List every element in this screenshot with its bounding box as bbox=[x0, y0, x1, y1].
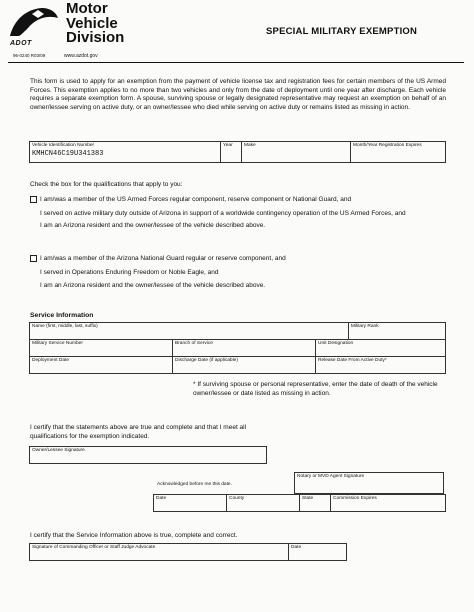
service-section-title: Service Information bbox=[30, 312, 94, 319]
discharge-date-label: Discharge Date (if applicable) bbox=[175, 358, 238, 363]
option-1-checkbox[interactable] bbox=[30, 196, 37, 203]
option-2-checkbox[interactable] bbox=[30, 255, 37, 262]
website-link[interactable]: www.azdot.gov bbox=[64, 53, 98, 59]
logo-line-division: Division bbox=[66, 29, 125, 46]
certification-statement: I certify that the statements above are true and complete and that I meet all qualifications for the exemption indicated. bbox=[30, 424, 247, 440]
officer-signature-label: Signature of Commanding Officer or Staff Judge Advocate bbox=[32, 545, 156, 550]
discharge-date-field[interactable] bbox=[173, 357, 316, 374]
option-1 bbox=[30, 196, 450, 231]
unit-label: Unit Designation bbox=[318, 341, 354, 346]
expires-label: Month/Year Registration Expires bbox=[353, 143, 422, 148]
make-field[interactable] bbox=[242, 142, 351, 163]
adot-logo-icon bbox=[8, 6, 60, 38]
service-certification-statement: I certify that the Service Information above is true, complete and correct. bbox=[30, 532, 238, 539]
notary-date-field[interactable] bbox=[154, 495, 227, 512]
officer-table bbox=[29, 543, 347, 561]
logo-line-vehicle: Vehicle bbox=[66, 14, 118, 32]
deployment-date-field[interactable] bbox=[30, 357, 173, 374]
option-2-line-1: I am/was a member of the Arizona National Guard regular or reserve component, and bbox=[40, 255, 286, 263]
vin-field[interactable] bbox=[30, 142, 221, 163]
name-field[interactable] bbox=[30, 323, 349, 340]
vin-label: Vehicle Identification Number bbox=[32, 143, 95, 148]
release-date-field[interactable] bbox=[316, 357, 446, 374]
name-label: Name (first, middle, last, suffix) bbox=[32, 324, 98, 329]
unit-field[interactable] bbox=[316, 340, 446, 357]
rank-field[interactable] bbox=[348, 323, 445, 340]
service-footnote: * If surviving spouse or personal representative, enter the date of death of the vehicle owner/lessee or date listed as missing in action. bbox=[193, 381, 438, 397]
notary-date-label: Date bbox=[156, 496, 167, 501]
form-title: SPECIAL MILITARY EXEMPTION bbox=[266, 26, 418, 37]
commission-label: Commission Expires bbox=[333, 496, 377, 501]
option-1-line-3: I am an Arizona resident and the owner/lessee of the vehicle described above. bbox=[40, 222, 266, 230]
expires-field[interactable] bbox=[351, 142, 446, 163]
state-label: State bbox=[302, 496, 314, 501]
notary-table bbox=[153, 494, 446, 512]
vehicle-table bbox=[29, 141, 446, 163]
option-2-line-2: I served in Operations Enduring Freedom or Noble Eagle, and bbox=[40, 268, 219, 276]
logo-line-motor: Motor bbox=[66, 0, 108, 17]
service-number-field[interactable] bbox=[30, 340, 173, 357]
notary-signature-field[interactable] bbox=[294, 472, 444, 494]
release-date-label: Release Date From Active Duty* bbox=[318, 358, 387, 363]
officer-signature-field[interactable] bbox=[30, 544, 289, 561]
option-1-line-2: I served on active military duty outside of Arizona in support of a worldwide contingency operation of the US Armed Forces, and bbox=[40, 209, 406, 217]
branch-label: Branch of Service bbox=[175, 341, 213, 346]
branch-field[interactable] bbox=[173, 340, 316, 357]
make-label: Make bbox=[244, 143, 256, 148]
acknowledgment-text: Acknowledged before me this date. bbox=[157, 482, 232, 487]
deployment-date-label: Deployment Date bbox=[32, 358, 70, 363]
vin-value: KMHCN46C19U341383 bbox=[32, 150, 104, 158]
owner-signature-field[interactable] bbox=[29, 446, 267, 464]
form-number: 96-0240 R03/09 bbox=[13, 53, 46, 58]
service-number-label: Military Service Number bbox=[32, 341, 83, 346]
intro-paragraph: This form is used to apply for an exemption from the payment of vehicle license tax and registration fees for certain members of the US Armed Forces. This exemption applies to no more than two vehicles and only from the date of deployment until one year after discharge. Each vehicle requires a separate exemption form. A spouse, surviving spouse or legally designated representative may request an exemption on behalf of an owner/lessee serving on active duty, or an owner/lessee who died while serving on active duty or remains listed as missing in action. bbox=[30, 78, 446, 111]
year-field[interactable] bbox=[221, 142, 242, 163]
notary-signature-label: Notary or MVD Agent Signature bbox=[297, 474, 365, 479]
logo-title bbox=[66, 2, 124, 46]
qualifications-prompt: Check the box for the qualifications that apply to you: bbox=[30, 181, 183, 188]
rank-label: Military Rank bbox=[350, 324, 379, 329]
county-label: County bbox=[229, 496, 245, 501]
officer-date-label: Date bbox=[291, 545, 302, 550]
service-table bbox=[29, 322, 446, 374]
option-2-line-3: I am an Arizona resident and the owner/lessee of the vehicle described above. bbox=[40, 282, 266, 290]
county-field[interactable] bbox=[227, 495, 300, 512]
state-field[interactable] bbox=[300, 495, 331, 512]
option-1-line-1: I am/was a member of the US Armed Forces regular component, reserve component or National Guard, and bbox=[40, 196, 352, 204]
commission-field[interactable] bbox=[331, 495, 446, 512]
officer-date-field[interactable] bbox=[289, 544, 347, 561]
owner-signature-label: Owner/Lessee Signature bbox=[32, 448, 85, 453]
year-label: Year bbox=[223, 143, 233, 148]
header-divider bbox=[8, 62, 464, 63]
logo-abbreviation: ADOT bbox=[10, 40, 32, 47]
option-2 bbox=[30, 255, 450, 291]
